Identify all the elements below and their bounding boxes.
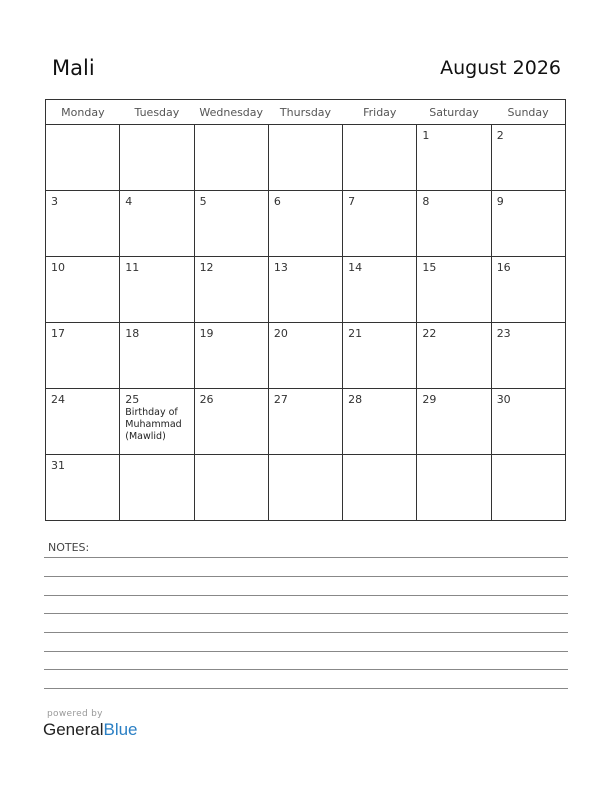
notes-label: NOTES: (48, 541, 90, 554)
week-row (46, 125, 566, 191)
notes-line (44, 651, 568, 652)
notes-line (44, 613, 568, 614)
day-cell (194, 125, 268, 191)
day-cell (491, 389, 565, 455)
day-number: 28 (348, 393, 363, 406)
day-number: 30 (496, 393, 511, 406)
notes-line (44, 632, 568, 633)
day-cell (46, 257, 120, 323)
brand-name-part2: Blue (103, 720, 138, 739)
day-number: 16 (496, 261, 511, 274)
day-number: 5 (199, 195, 207, 208)
day-cell (343, 455, 417, 521)
day-number: 10 (51, 261, 65, 274)
holiday-label: Birthday of (125, 407, 178, 418)
day-number (492, 455, 565, 459)
day-number: 24 (51, 393, 65, 406)
weekday-header-row (46, 100, 566, 125)
holiday-label: (Mawlid) (125, 431, 166, 442)
day-cell (194, 191, 268, 257)
day-number (343, 125, 416, 129)
day-cell (194, 323, 268, 389)
day-number: 26 (199, 393, 214, 406)
weekday-header: Wednesday (194, 100, 268, 125)
day-number: 21 (348, 327, 363, 340)
day-cell (491, 257, 565, 323)
calendar-grid (45, 99, 566, 521)
day-cell (268, 323, 342, 389)
day-cell (491, 125, 565, 191)
notes-line (44, 557, 568, 558)
powered-by-text: powered by (47, 709, 103, 719)
day-number: 20 (273, 327, 288, 340)
weekday-header: Saturday (417, 100, 491, 125)
day-cell (417, 323, 491, 389)
day-cell (120, 257, 194, 323)
weekday-header: Sunday (491, 100, 565, 125)
day-number: 15 (422, 261, 437, 274)
day-number (343, 455, 416, 459)
day-number: 19 (199, 327, 214, 340)
day-number: 11 (125, 261, 140, 274)
day-cell (194, 257, 268, 323)
day-number: 22 (422, 327, 437, 340)
day-number: 7 (348, 195, 356, 208)
day-cell (120, 191, 194, 257)
day-number (46, 125, 119, 129)
week-row (46, 191, 566, 257)
day-number: 6 (273, 195, 281, 208)
day-number (417, 455, 490, 459)
day-cell (417, 257, 491, 323)
day-cell (417, 125, 491, 191)
calendar-country: Mali (52, 56, 95, 80)
day-number: 29 (422, 393, 437, 406)
day-cell (268, 191, 342, 257)
day-cell (46, 323, 120, 389)
day-cell (46, 455, 120, 521)
day-cell (268, 455, 342, 521)
day-cell (120, 455, 194, 521)
weekday-header: Thursday (268, 100, 342, 125)
notes-line (44, 595, 568, 596)
day-cell (343, 125, 417, 191)
day-cell (120, 125, 194, 191)
day-cell (46, 389, 120, 455)
day-number (195, 125, 268, 129)
day-number: 23 (496, 327, 511, 340)
day-number (120, 455, 193, 459)
day-number (269, 125, 342, 129)
day-number: 18 (125, 327, 140, 340)
weekday-header: Friday (343, 100, 417, 125)
day-cell (268, 389, 342, 455)
notes-line (44, 669, 568, 670)
day-cell (343, 389, 417, 455)
day-number: 12 (199, 261, 214, 274)
day-cell (46, 125, 120, 191)
week-row (46, 455, 566, 521)
weekday-header: Monday (46, 100, 120, 125)
day-number (269, 455, 342, 459)
day-number (195, 455, 268, 459)
day-cell (268, 125, 342, 191)
day-cell (491, 455, 565, 521)
brand-name-part1: General (43, 720, 104, 739)
day-cell (343, 257, 417, 323)
day-number: 1 (422, 129, 430, 142)
day-cell (343, 191, 417, 257)
day-cell (491, 191, 565, 257)
day-number: 31 (51, 459, 65, 472)
day-cell (343, 323, 417, 389)
day-number: 3 (51, 195, 58, 208)
day-number: 2 (496, 129, 504, 142)
day-cell (491, 323, 565, 389)
day-number: 14 (348, 261, 363, 274)
holiday-label: Muhammad (125, 419, 182, 430)
day-cell (120, 323, 194, 389)
day-number: 9 (496, 195, 504, 208)
week-row (46, 323, 566, 389)
day-cell (417, 389, 491, 455)
notes-line (44, 576, 568, 577)
day-number: 13 (273, 261, 288, 274)
day-cell (268, 257, 342, 323)
week-row (46, 389, 566, 455)
week-row (46, 257, 566, 323)
day-number (120, 125, 193, 129)
weekday-header: Tuesday (120, 100, 194, 125)
day-cell (417, 455, 491, 521)
day-number: 25 (125, 393, 140, 406)
calendar-month-year: August 2026 (440, 57, 561, 79)
brand-logo[interactable] (43, 720, 138, 740)
day-number: 4 (125, 195, 133, 208)
notes-line (44, 688, 568, 689)
day-cell (417, 191, 491, 257)
day-number: 8 (422, 195, 430, 208)
day-number: 17 (51, 327, 65, 340)
day-cell (194, 389, 268, 455)
day-cell (120, 389, 194, 455)
day-number: 27 (273, 393, 288, 406)
day-cell (46, 191, 120, 257)
day-cell (194, 455, 268, 521)
